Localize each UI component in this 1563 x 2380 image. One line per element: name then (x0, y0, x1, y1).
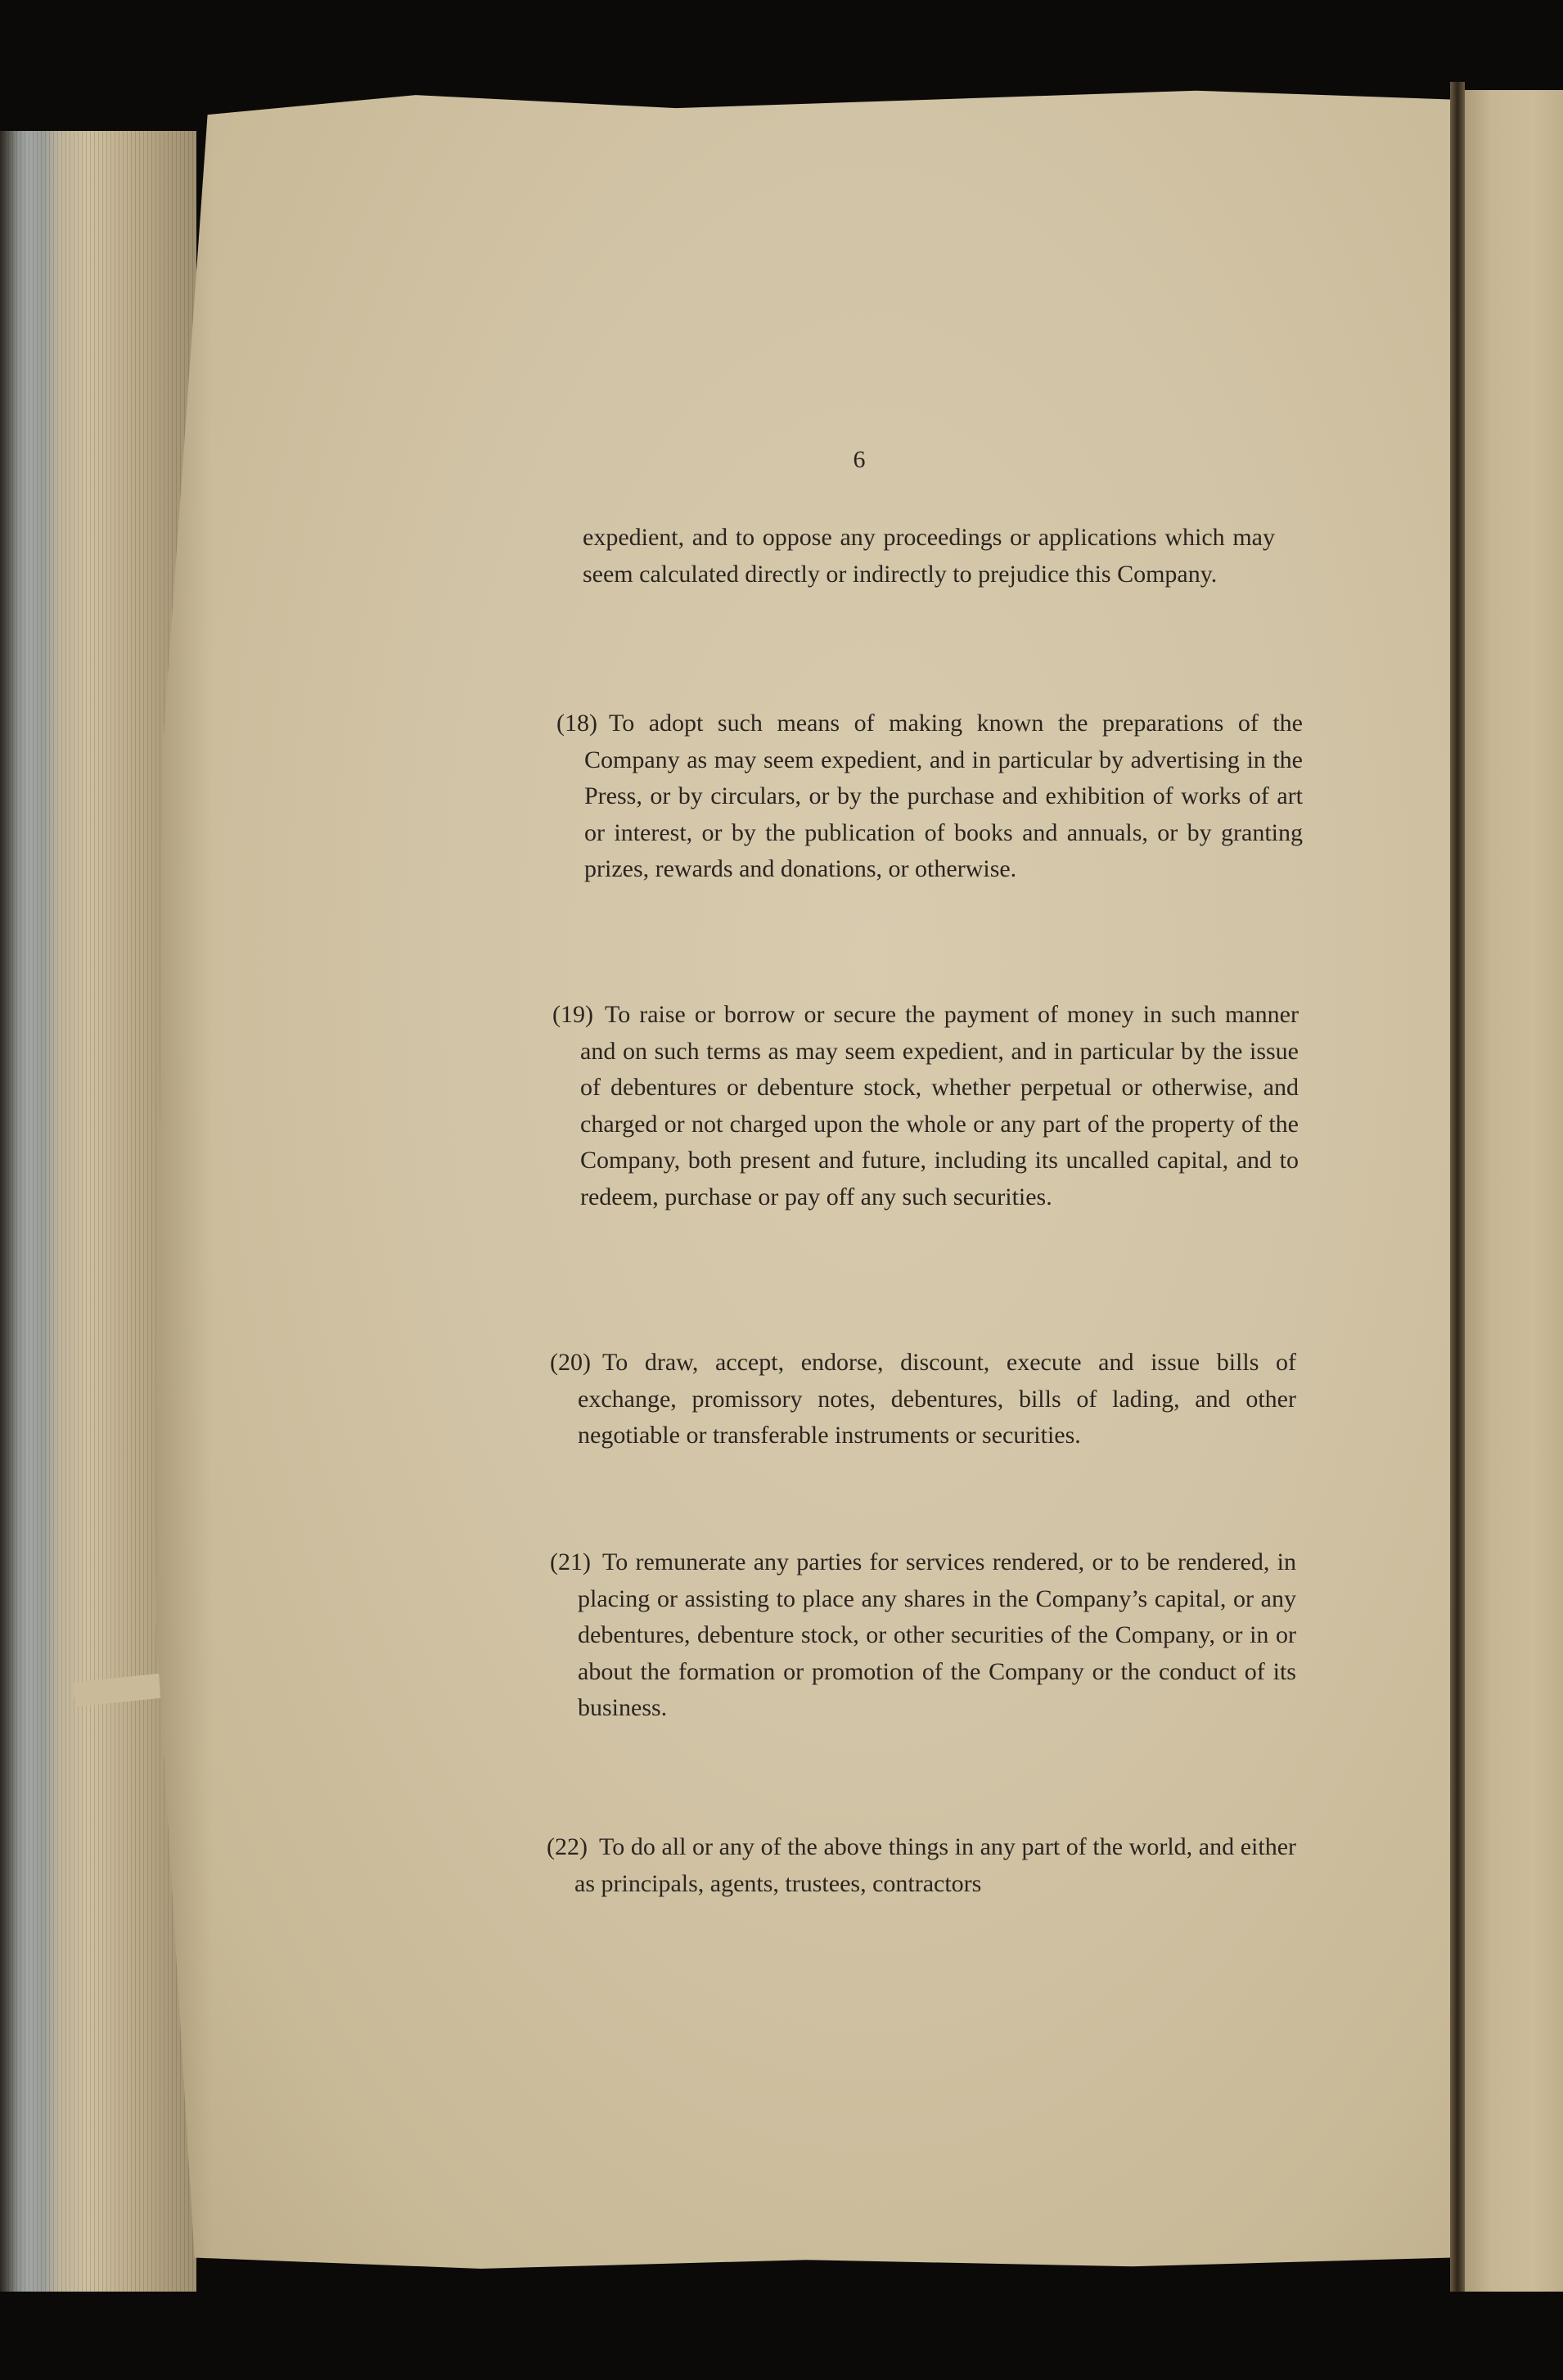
clause-label: (18) (556, 710, 597, 737)
clause-22 (547, 1829, 1296, 1902)
book-gutter (1450, 82, 1465, 2292)
clause-text: To raise or borrow or secure the payment of money in such manner and on such terms as may seem expedient, and in particular by the issue of debentures or debenture stock, whether perpetual or otherwise, and charged or not charged upon the whole or any part of the property of the Company, both present and future, including its uncalled capital, and to redeem, purchase or pay off any such securities. (580, 1001, 1299, 1210)
clause-20 (550, 1345, 1296, 1454)
continuation-paragraph (583, 520, 1275, 593)
clause-text: To do all or any of the above things in any part of the world, and either as principals, agents, trustees, contractors (574, 1833, 1296, 1897)
clause-18 (556, 705, 1303, 888)
clause-label: (19) (552, 1001, 593, 1028)
clause-label: (21) (550, 1548, 591, 1575)
clause-label: (22) (547, 1833, 588, 1860)
clause-text: To adopt such means of making known the preparations of the Company as may seem expedient, and in particular by advertising in the Press, or by circulars, or by the purchase and exhibition of works of art or interest, or by the publication of books and annuals, or by granting prizes, rewards and donations, or otherwise. (584, 710, 1303, 882)
continuation-text: expedient, and to oppose any proceedings or applications which may seem calculated directly or indirectly to prejudice this Company. (583, 524, 1275, 588)
clause-text: To remunerate any parties for services rendered, or to be rendered, in placing or assisting to place any shares in the Company’s capital, or any debentures, debenture stock, or other securities of the Company, or in or about the formation or promotion of the Company or the conduct of its business. (578, 1548, 1296, 1721)
clause-text: To draw, accept, endorse, discount, execute and issue bills of exchange, promissory notes, debentures, bills of lading, and other negotiable or transferable instruments or securities. (578, 1349, 1296, 1449)
clause-21 (550, 1544, 1296, 1727)
clause-19 (552, 997, 1299, 1215)
right-adjacent-page (1462, 90, 1563, 2292)
page-number: 6 (853, 446, 866, 473)
clause-label: (20) (550, 1349, 591, 1376)
